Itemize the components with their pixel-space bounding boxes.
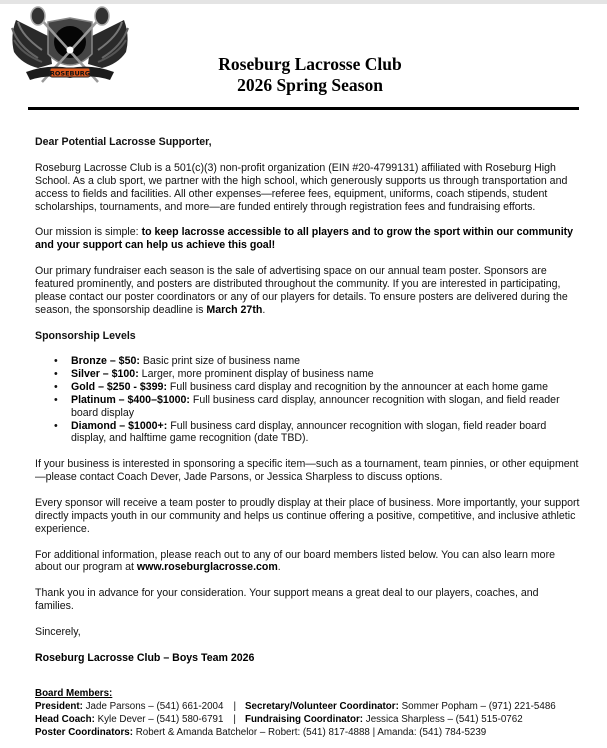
level-item-platinum	[54, 393, 580, 420]
fundraising-value: Jessica Sharpless – (541) 515-0762	[363, 714, 523, 725]
level-desc: Full business card display and recognition by the announcer at each home game	[166, 380, 549, 393]
level-item-bronze	[54, 355, 580, 368]
level-desc: Full business card display, announcer recognition with slogan, field reader board display, and halftime game recognition (date TBD).	[71, 419, 547, 445]
poster-coordinators-value: Robert & Amanda Batchelor – Robert: (541) 817-4888 | Amanda: (541) 784-5239	[132, 727, 487, 738]
header-divider	[28, 107, 579, 110]
thank-you-paragraph: Thank you in advance for your consideration. Your support means a great deal to our players, coaches, and families.	[35, 587, 539, 613]
lacrosse-crest-logo-icon	[8, 6, 132, 88]
board-row-2	[35, 713, 605, 726]
top-gray-bar	[0, 0, 607, 4]
sponsorship-deadline: March 27th	[206, 303, 263, 316]
letter-body	[35, 136, 580, 678]
bullet-icon: •	[54, 367, 58, 380]
secretary-value: Sommer Popham – (971) 221-5486	[398, 701, 556, 712]
mission-paragraph	[35, 226, 580, 252]
level-name: Gold – $250 - $399:	[71, 380, 167, 393]
mission-statement: to keep lacrosse accessible to all players and to grow the sport within our community and your support can help us achieve this goal!	[35, 226, 574, 252]
bullet-icon: •	[54, 393, 58, 406]
level-name: Diamond – $1000+:	[71, 419, 168, 432]
bullet-icon: •	[54, 419, 58, 432]
board-row-1	[35, 700, 605, 713]
level-name: Silver – $100:	[71, 367, 139, 380]
level-desc: Basic print size of business name	[139, 355, 301, 368]
level-desc: Larger, more prominent display of business name	[138, 367, 374, 380]
level-item-silver	[54, 367, 580, 381]
level-name: Bronze – $50:	[71, 355, 140, 368]
secretary-label: Secretary/Volunteer Coordinator:	[244, 701, 399, 712]
intro-paragraph: Roseburg Lacrosse Club is a 501(c)(3) non-profit organization (EIN #20-4799131) affiliated with Roseburg High School. As a club sport, we partner with the high school, which generously supports us through transportation and access to fields and facilities. All other expenses—referee fees, equipment, uniforms, coach stipends, student scholarships, tournaments, and more—are funded entirely through registration fees and fundraising efforts.	[35, 161, 568, 213]
sponsorship-levels-list	[35, 355, 580, 445]
head-coach-label: Head Coach:	[35, 714, 95, 725]
level-name: Platinum – $400–$1000:	[71, 393, 190, 406]
fundraiser-period: .	[262, 303, 266, 316]
fundraising-label: Fundraising Coordinator:	[244, 714, 364, 725]
more-info-paragraph	[35, 549, 580, 575]
more-info-text: For additional information, please reach out to any of our board members listed below. You can also learn more about our program at	[35, 548, 555, 574]
title-line-1: Roseburg Lacrosse Club	[218, 54, 402, 74]
signature	[35, 652, 580, 665]
fundraiser-paragraph	[35, 265, 580, 317]
closing: Sincerely,	[35, 625, 81, 638]
board-row-3	[35, 726, 605, 739]
salutation: Dear Potential Lacrosse Supporter,	[35, 136, 212, 148]
level-item-gold	[54, 380, 580, 394]
poster-benefit-paragraph: Every sponsor will receive a team poster to proudly display at their place of business. More importantly, your support directly impacts youth in our community and helps us continue offering a positive, competitive, and inclusive athletic experience.	[35, 496, 580, 535]
mission-prefix: Our mission is simple:	[35, 226, 142, 239]
board-members-heading: Board Members:	[35, 688, 113, 699]
fundraiser-text: Our primary fundraiser each season is the sale of advertising space on our annual team poster. Sponsors are featured prominently, and posters are distributed throughout the community. If you are interested in participating, please contact our poster coordinators or any of our players for details. To ensure posters are delivered during the season, the sponsorship deadline is	[35, 265, 568, 316]
website-link[interactable]: www.roseburglacrosse.com	[136, 561, 278, 574]
president-label: President:	[35, 701, 83, 712]
sponsorship-levels-heading: Sponsorship Levels	[35, 329, 136, 342]
title-line-2: 2026 Spring Season	[237, 75, 383, 95]
more-info-period: .	[277, 561, 281, 574]
level-item-diamond	[54, 419, 580, 446]
signature-text: Roseburg Lacrosse Club – Boys Team 2026	[35, 651, 255, 664]
board-members-section	[35, 687, 605, 739]
separator: |	[233, 714, 236, 725]
separator: |	[233, 701, 236, 712]
bullet-icon: •	[54, 355, 58, 368]
poster-coordinators-label: Poster Coordinators:	[35, 727, 133, 738]
head-coach-value: Kyle Dever – (541) 580-6791	[94, 714, 224, 725]
page-title	[180, 54, 440, 96]
logo-banner-text: ROSEBURG	[49, 69, 91, 78]
bullet-icon: •	[54, 380, 58, 393]
level-desc: Full business card display, announcer recognition with slogan, and field reader board display	[71, 393, 560, 419]
specific-item-paragraph: If your business is interested in sponsoring a specific item—such as a tournament, team pinnies, or other equipment—please contact Coach Dever, Jade Parsons, or Jessica Sharpless to discuss options.	[35, 458, 579, 484]
president-value: Jade Parsons – (541) 661-2004	[82, 701, 224, 712]
